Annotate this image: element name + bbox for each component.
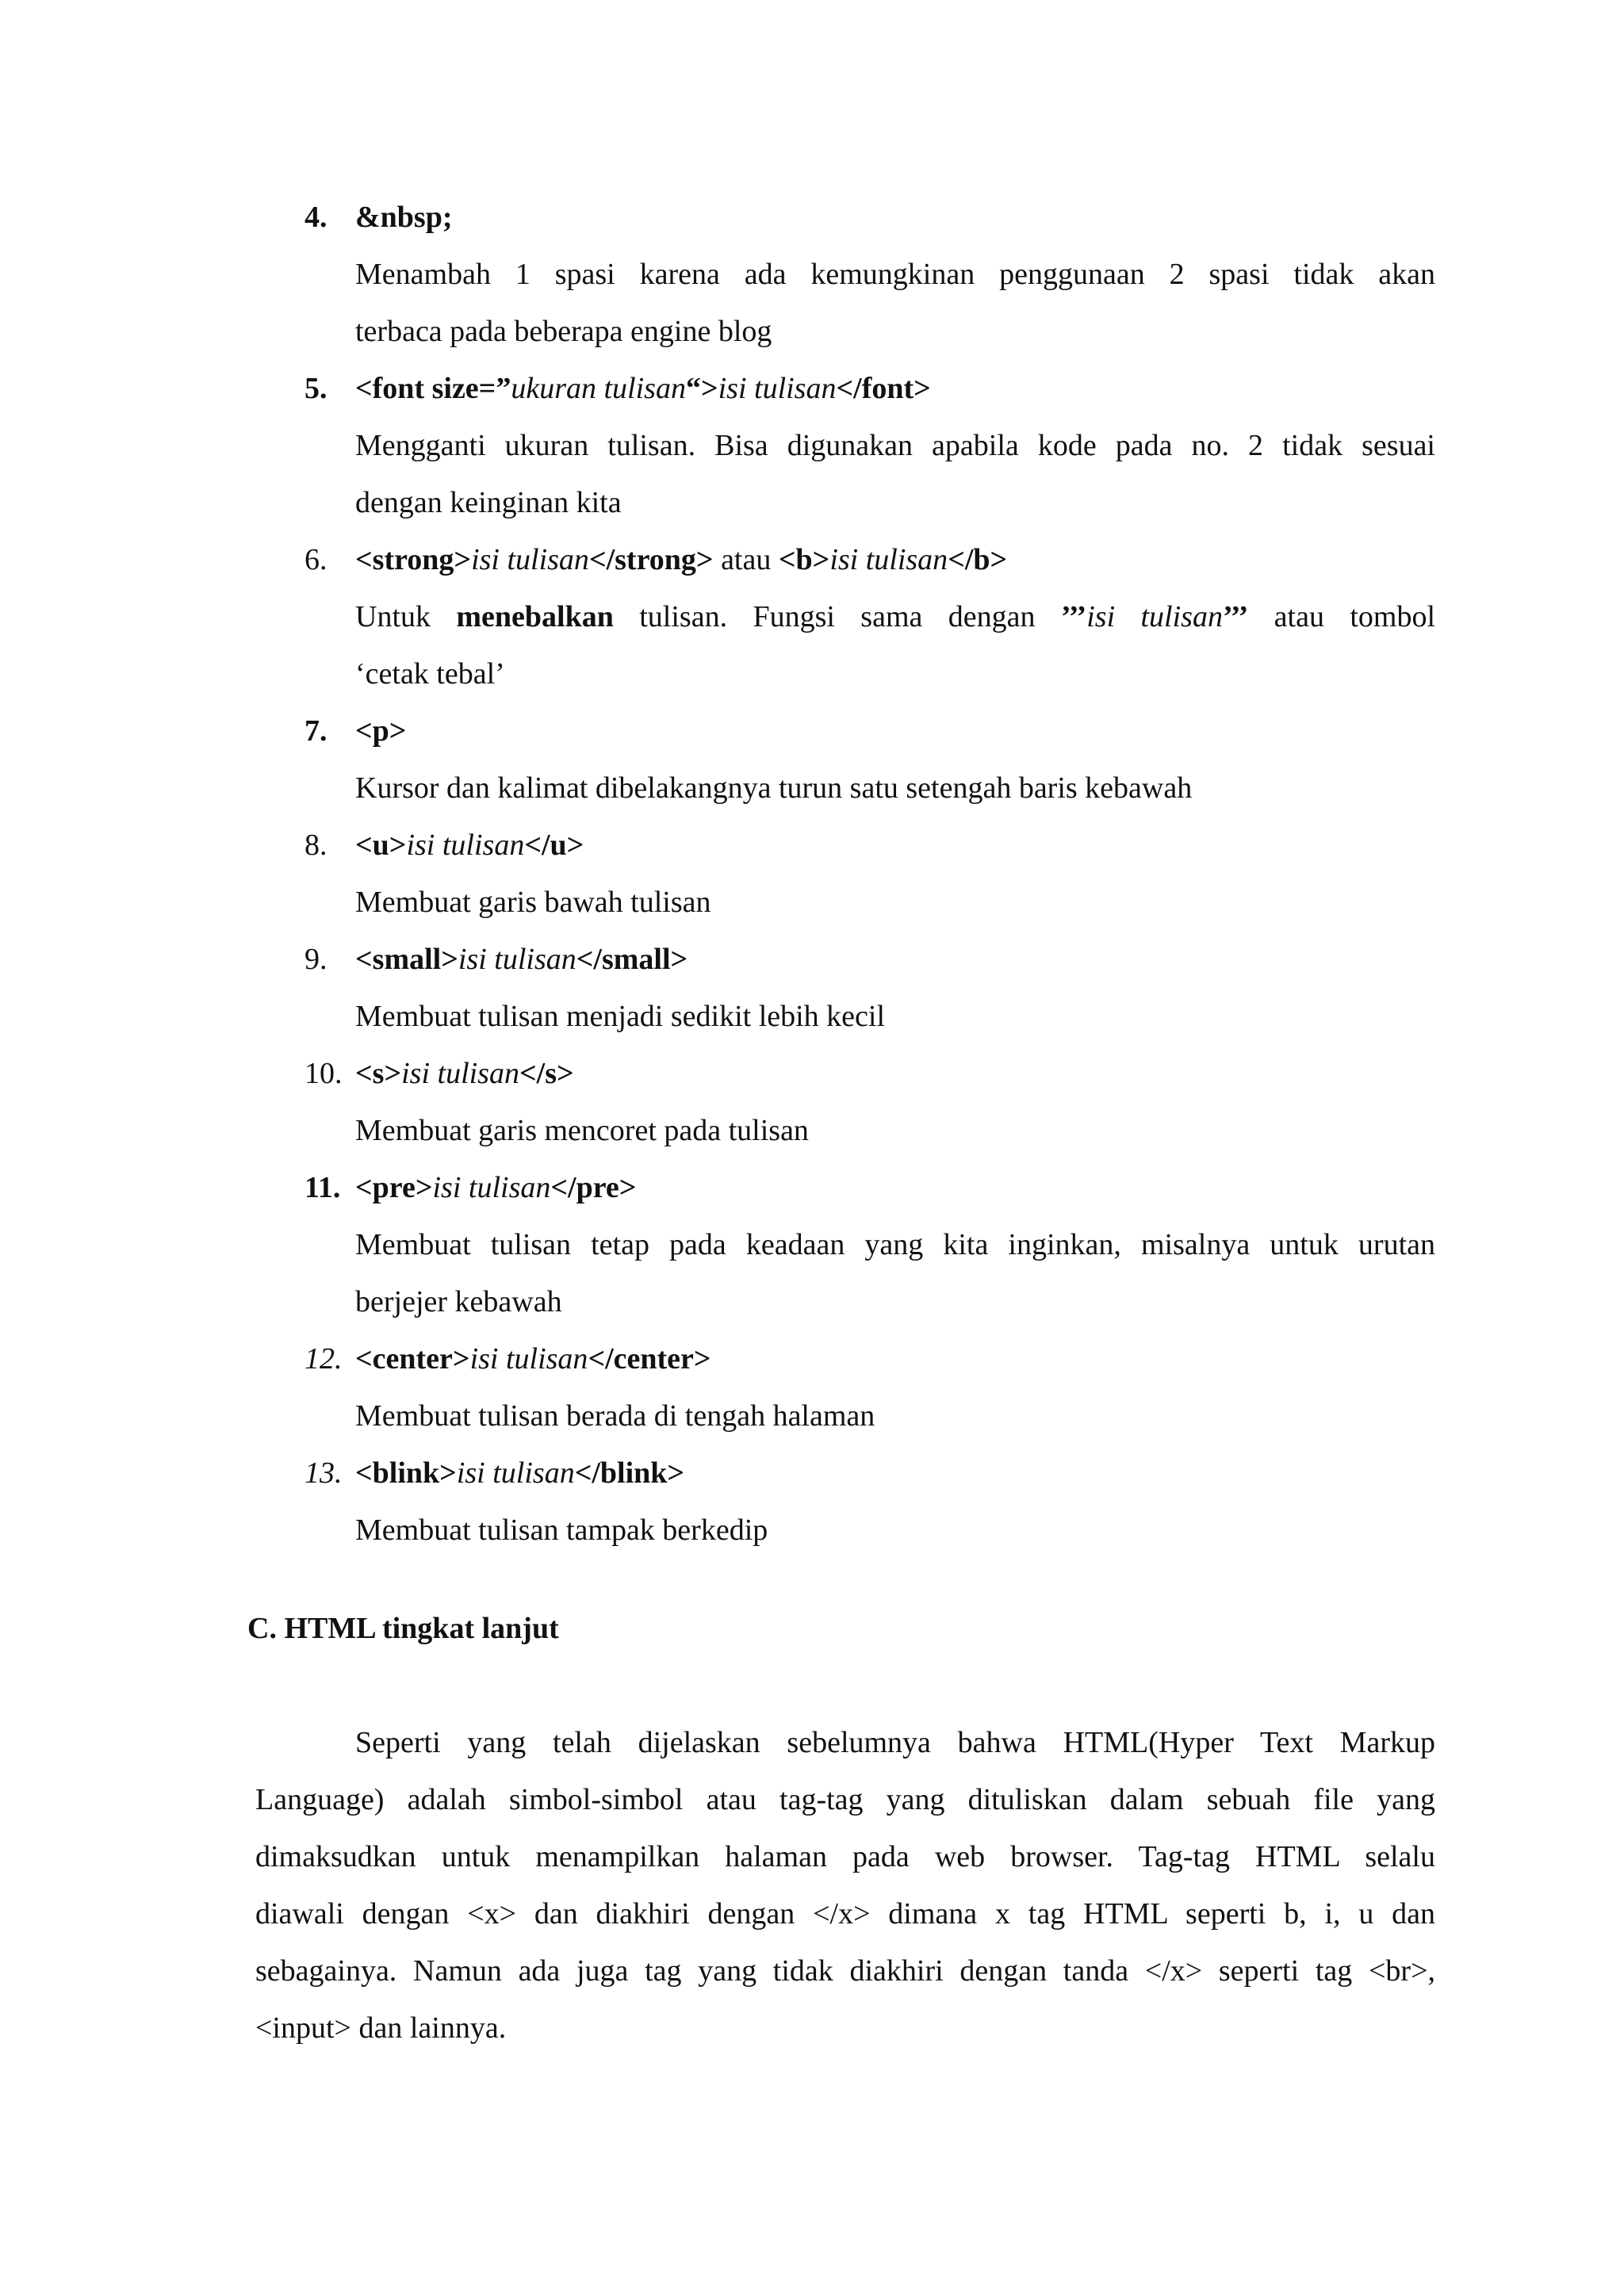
- item-code: [355, 1340, 711, 1378]
- item-number: 4.: [304, 201, 327, 234]
- paragraph-text: sebagainya. Namun ada juga tag yang tidak diakhiri dengan tanda </x> seperti tag <br>,: [255, 1954, 1435, 1988]
- paragraph-text: dimaksudkan untuk menampilkan halaman pada web browser. Tag-tag HTML selalu: [255, 1840, 1435, 1873]
- bold-text: <p>: [355, 714, 407, 748]
- description-line: Membuat garis mencoret pada tulisan: [355, 1114, 809, 1147]
- bold-text: <small>: [355, 943, 458, 976]
- item-code: [355, 198, 453, 236]
- item-number: 9.: [304, 943, 327, 976]
- bold-text: menebalkan: [456, 600, 614, 633]
- italic-text: ukuran tulisan: [511, 372, 686, 405]
- italic-text: isi tulisan: [432, 1171, 551, 1204]
- item-code: [355, 1169, 636, 1207]
- text: Untuk: [355, 600, 457, 633]
- italic-text: isi tulisan: [458, 943, 576, 976]
- description-line: Mengganti ukuran tulisan. Bisa digunakan apabila kode pada no. 2 tidak sesuai: [355, 429, 1435, 462]
- item-code: [355, 1454, 684, 1492]
- bold-text: <pre>: [355, 1171, 433, 1204]
- bold-text: <b>: [778, 543, 830, 576]
- description-line: Membuat tulisan tampak berkedip: [355, 1513, 768, 1547]
- paragraph-text: diawali dengan <x> dan diakhiri dengan </x> dimana x tag HTML seperti b, i, u dan: [255, 1897, 1435, 1931]
- italic-text: isi tulisan: [406, 828, 525, 862]
- paragraph-text: Seperti yang telah dijelaskan sebelumnya bahwa HTML(Hyper Text Markup: [355, 1726, 1435, 1759]
- bold-text: “>: [685, 372, 718, 405]
- italic-text: isi tulisan: [401, 1057, 519, 1090]
- description-line: Membuat tulisan tetap pada keadaan yang kita inginkan, misalnya untuk urutan: [355, 1228, 1435, 1261]
- description-line: [355, 598, 1435, 636]
- bold-text: </font>: [836, 372, 931, 405]
- bold-text: <u>: [355, 828, 407, 862]
- bold-text: </s>: [519, 1057, 574, 1090]
- bold-text: ’’’: [1222, 600, 1249, 633]
- item-number: 11.: [304, 1171, 341, 1204]
- section-heading: C. HTML tingkat lanjut: [247, 1612, 559, 1645]
- description-line: Membuat garis bawah tulisan: [355, 886, 711, 919]
- item-number: 10.: [304, 1057, 343, 1090]
- paragraph-text: <input> dan lainnya.: [255, 2011, 507, 2045]
- description-line: terbaca pada beberapa engine blog: [355, 315, 772, 348]
- text: atau tombol: [1248, 600, 1436, 633]
- item-number: 12.: [304, 1342, 343, 1376]
- italic-text: isi tulisan: [469, 1342, 588, 1376]
- bold-text: &nbsp;: [355, 201, 453, 234]
- item-code: [355, 541, 1007, 579]
- bold-text: </pre>: [550, 1171, 637, 1204]
- item-number: 5.: [304, 372, 327, 405]
- description-line: ‘cetak tebal’: [355, 657, 505, 691]
- text: atau: [713, 543, 779, 576]
- description-line: dengan keinginan kita: [355, 486, 622, 519]
- description-line: Menambah 1 spasi karena ada kemungkinan penggunaan 2 spasi tidak akan: [355, 258, 1435, 291]
- item-code: [355, 712, 406, 750]
- description-line: Kursor dan kalimat dibelakangnya turun satu setengah baris kebawah: [355, 771, 1193, 805]
- italic-text: isi tulisan: [471, 543, 589, 576]
- bold-text: </b>: [948, 543, 1008, 576]
- item-number: 8.: [304, 828, 327, 862]
- item-number: 13.: [304, 1456, 343, 1490]
- bold-text: </strong>: [588, 543, 714, 576]
- description-line: Membuat tulisan menjadi sedikit lebih kecil: [355, 1000, 886, 1033]
- item-code: [355, 826, 584, 864]
- paragraph-text: Language) adalah simbol-simbol atau tag-tag yang dituliskan dalam sebuah file yang: [255, 1783, 1435, 1816]
- italic-text: isi tulisan: [1086, 600, 1223, 633]
- bold-text: <blink>: [355, 1456, 457, 1490]
- bold-text: <strong>: [355, 543, 472, 576]
- bold-text: <s>: [355, 1057, 402, 1090]
- item-code: [355, 369, 931, 408]
- bold-text: <center>: [355, 1342, 470, 1376]
- item-number: 6.: [304, 543, 327, 576]
- description-line: berjejer kebawah: [355, 1285, 562, 1318]
- bold-text: </u>: [524, 828, 584, 862]
- bold-text: </blink>: [574, 1456, 685, 1490]
- item-code: [355, 1054, 574, 1093]
- italic-text: isi tulisan: [456, 1456, 575, 1490]
- bold-text: </small>: [576, 943, 688, 976]
- italic-text: isi tulisan: [829, 543, 948, 576]
- bold-text: <font size=”: [355, 372, 511, 405]
- bold-text: </center>: [588, 1342, 711, 1376]
- italic-text: isi tulisan: [718, 372, 837, 405]
- bold-text: ’’’: [1060, 600, 1087, 633]
- text: tulisan. Fungsi sama dengan: [613, 600, 1061, 633]
- item-code: [355, 940, 688, 978]
- description-line: Membuat tulisan berada di tengah halaman: [355, 1399, 875, 1433]
- item-number: 7.: [304, 714, 327, 748]
